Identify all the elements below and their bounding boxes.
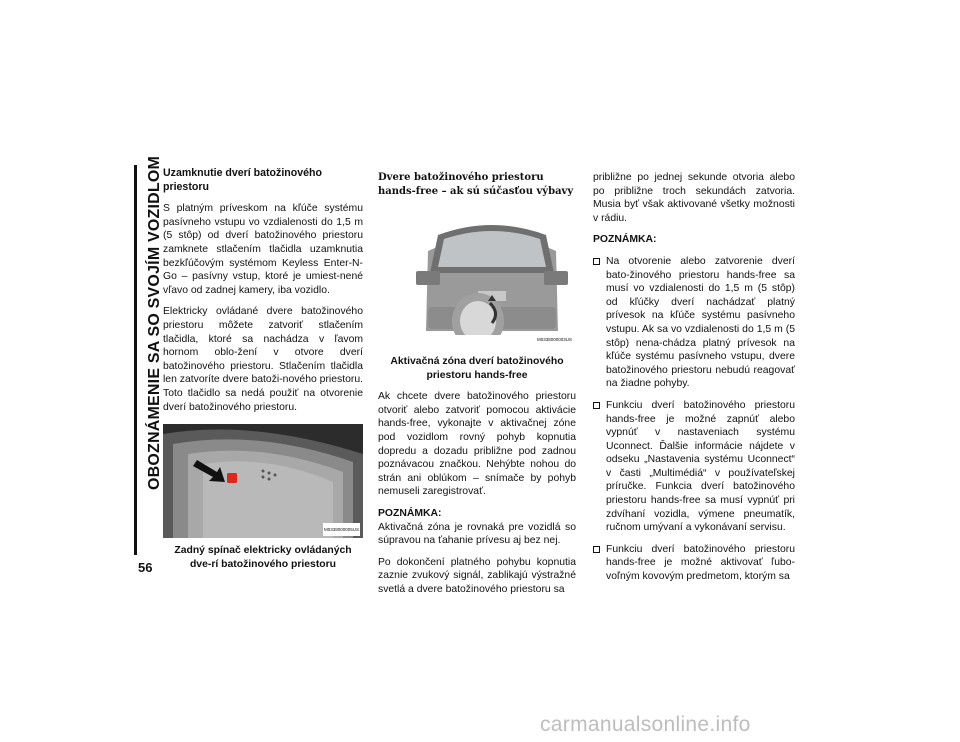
column-1 xyxy=(163,167,363,579)
list-item xyxy=(593,399,795,535)
paragraph: približne po jednej sekunde otvoria alebo po približne troch sekundách zatvoria. Musia byť však aktivované všetky možnosti v rádiu. xyxy=(593,172,795,224)
lock-liftgate-heading: Uzamknutie dverí batožinového priestoru xyxy=(163,167,322,193)
list-item xyxy=(593,255,795,391)
vehicle-rear-illustration xyxy=(408,211,576,349)
column-2 xyxy=(378,171,576,605)
hands-free-heading: Dvere batožinového priestoru hands-free – ak sú súčasťou výbavy xyxy=(378,172,574,197)
checkbox-bullet-icon xyxy=(593,546,600,553)
figure-id: M0338000003US xyxy=(536,333,573,347)
section-title: OBOZNÁMENIE SA SO SVOJÍM VOZIDLOM xyxy=(146,155,163,490)
figure-id: M0338000005US xyxy=(323,523,360,537)
note-title: POZNÁMKA: xyxy=(378,507,442,519)
list-item-text: Funkciu dverí batožinového priestoru hands-free je možné aktivovať ľubo-voľným kovovým predmetom, ktorým sa xyxy=(606,543,795,583)
column-3 xyxy=(593,171,795,592)
paragraph: Ak chcete dvere batožinového priestoru otvoriť alebo zatvoriť pomocou aktivácie hands-free, vykonajte v aktivačnej zóne pod vozidlom rovný pohyb kopnutia dopredu a dozadu približne pod zadnou poznávacou značkou. Nehýbte nohou do strán ani oblúkom – snímače by pohyb nemuseli zaregistrovať. xyxy=(378,391,576,498)
liftgate-switch-figure xyxy=(163,424,363,538)
figure-caption: Aktivačná zóna dverí batožinového priestoru hands-free xyxy=(390,356,564,381)
figure-caption: Zadný spínač elektricky ovládaných dve-rí batožinového priestoru xyxy=(174,545,352,570)
liftgate-interior-illustration xyxy=(163,424,363,538)
list-item-text: Na otvorenie alebo zatvorenie dverí bato-žinového priestoru hands-free sa musí vo vzdialenosti do 1,5 m (5 stôp) od kľúčky dverí nachádzať platný prívesok na kľúče systému pasívneho vstupu. Ak sa vo vzdialenosti do 1,5 m (5 stôp) nena-chádza platný prívesok na kľúče systému pasívneho vstupu, dvere batožinového priestoru nebudú reagovať na žiadne pohyby. xyxy=(606,255,795,390)
checkbox-bullet-icon xyxy=(593,402,600,409)
margin-rule xyxy=(134,165,137,555)
activation-zone-figure xyxy=(408,211,576,349)
note-title: POZNÁMKA: xyxy=(593,234,657,246)
list-item xyxy=(593,543,795,584)
paragraph: Po dokončení platného pohybu kopnutia zaznie zvukový signál, zablikajú výstražné svetlá a dvere batožinového priestoru sa xyxy=(378,556,576,595)
list-item-text: Funkciu dverí batožinového priestoru hands-free je možné zapnúť alebo vypnúť v nastaveniach systému Uconnect. Ďalšie informácie nájdete v odseku „Nastavenia systému Uconnect“ v časti „Multimédiá“ v používateľskej príručke. Funkcia dverí batožinového priestoru hands-free sa musí vypnúť pri zdvíhaní vozidla, výmene pneumatík, ručnom umývaní a vykonávaní servisu. xyxy=(606,399,795,534)
note-text: Aktivačná zóna je rovnaká pre vozidlá so súpravou na ťahanie prívesu aj bez nej. xyxy=(378,521,576,547)
paragraph: Elektricky ovládané dvere batožinového priestoru môžete zatvoriť stlačením tlačidla, ktoré sa nachádza v ľavom hornom oblo-žení v otvore dverí batožinového priestoru. Stlačením tlačidla len zatvoríte dvere batoži-nového priestoru. Toto tlačidlo sa nedá použiť na otvorenie dverí batožinového priestoru. xyxy=(163,306,363,413)
liftgate-close-switch xyxy=(227,473,237,483)
paragraph: S platným príveskom na kľúče systému pasívneho vstupu vo vzdialenosti do 1,5 m (5 stôp) od dverí batožinového priestoru zamknete stlačením tlačidla uzamknutia bezkľúčovým systémom Keyless Enter-N-Go – pasívny vstup, ktoré je umiest-nené vľavo od zadnej kamery, iba vozidlo. xyxy=(163,203,363,296)
watermark: carmanualsonline.info xyxy=(540,713,751,736)
page-number: 56 xyxy=(138,560,153,575)
checkbox-bullet-icon xyxy=(593,258,600,265)
